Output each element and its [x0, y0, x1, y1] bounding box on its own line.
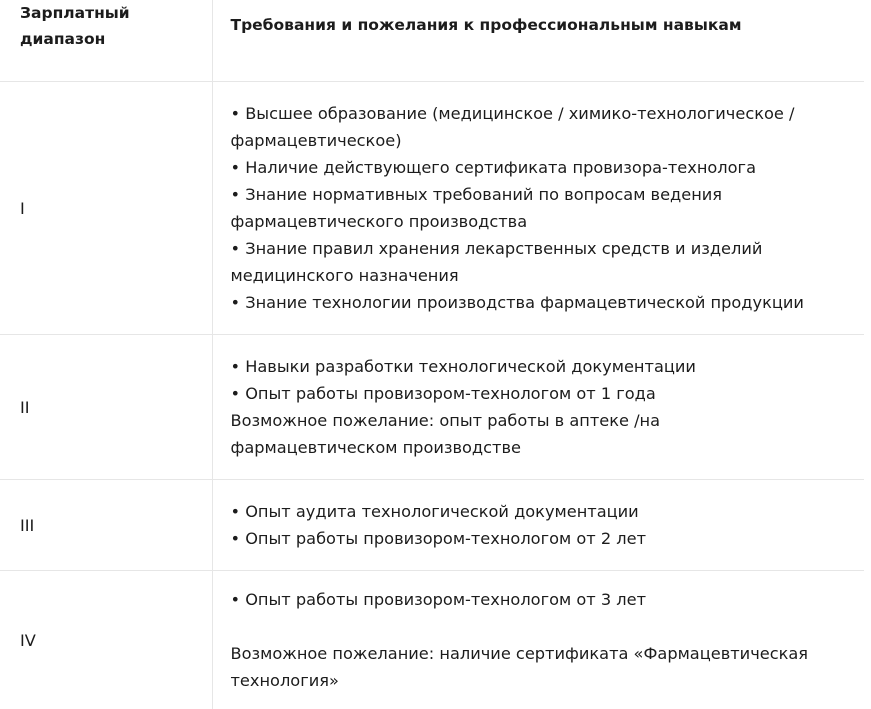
- requirement-line: • Высшее образование (медицинское / химико-технологическое / фармацевтическое): [231, 100, 825, 154]
- range-cell: IV: [0, 571, 212, 709]
- table-row: [0, 335, 864, 480]
- header-salary-range: [0, 0, 212, 82]
- table-row: [0, 480, 864, 571]
- range-cell: I: [0, 82, 212, 335]
- range-cell: III: [0, 480, 212, 571]
- header-requirements: [212, 0, 864, 82]
- requirement-line: • Знание нормативных требований по вопросам ведения фармацевтического производства: [231, 181, 825, 235]
- requirement-line: • Наличие действующего сертификата провизора-технолога: [231, 154, 825, 181]
- requirement-line: Возможное пожелание: наличие сертификата «Фармацевтическая технология»: [231, 640, 825, 694]
- requirement-line: Возможное пожелание: опыт работы в аптеке /на фармацевтическом производстве: [231, 407, 825, 461]
- requirement-line: • Опыт работы провизором-технологом от 2 лет: [231, 525, 825, 552]
- requirement-line: • Опыт работы провизором-технологом от 3 лет: [231, 586, 825, 613]
- header-requirements-label: Требования и пожелания к профессиональным навыкам: [231, 16, 742, 34]
- requirement-line: • Опыт аудита технологической документации: [231, 498, 825, 525]
- requirements-cell: [212, 480, 864, 571]
- requirement-line: • Навыки разработки технологической документации: [231, 353, 825, 380]
- table-row: [0, 82, 864, 335]
- header-salary-range-label: Зарплатный диапазон: [20, 4, 130, 48]
- table-row: [0, 571, 864, 709]
- line-spacer: [231, 613, 825, 640]
- requirements-cell: [212, 335, 864, 480]
- table-header-row: [0, 0, 864, 82]
- requirement-line: • Знание правил хранения лекарственных средств и изделий медицинского назначения: [231, 235, 825, 289]
- requirements-cell: [212, 82, 864, 335]
- requirement-line: • Опыт работы провизором-технологом от 1 года: [231, 380, 825, 407]
- requirements-cell: [212, 571, 864, 709]
- requirement-line: • Знание технологии производства фармацевтической продукции: [231, 289, 825, 316]
- range-cell: II: [0, 335, 212, 480]
